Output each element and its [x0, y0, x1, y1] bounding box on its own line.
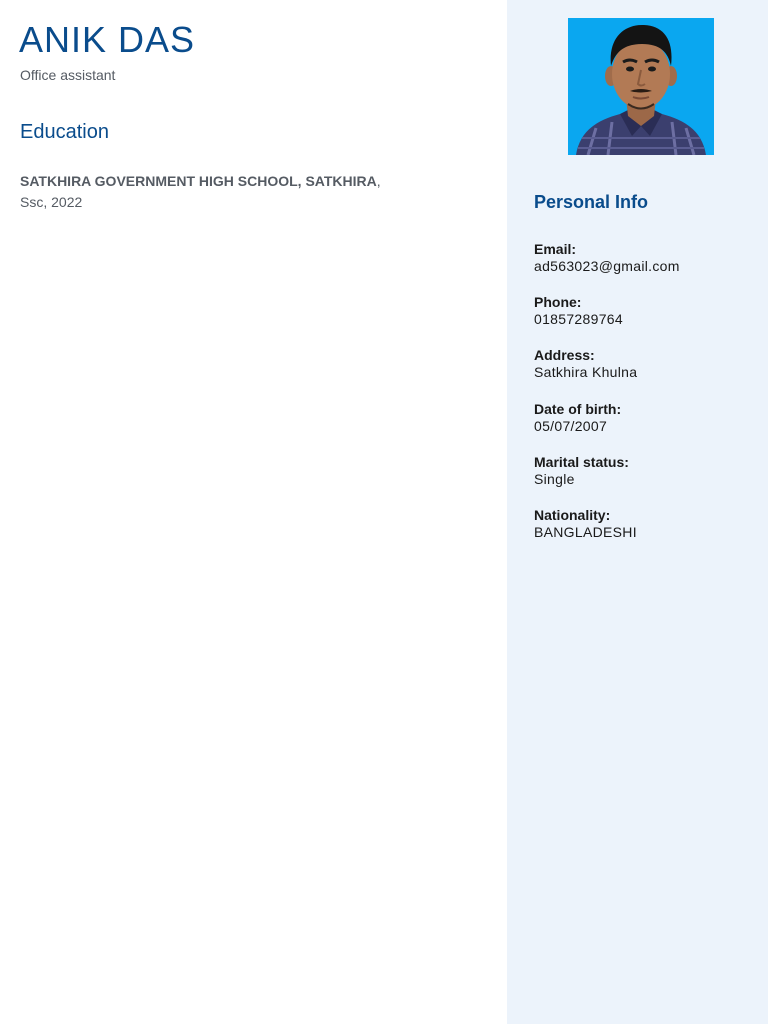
resume-name: ANIK DAS: [19, 19, 196, 60]
profile-photo: [568, 18, 714, 155]
info-label: Address:: [534, 347, 595, 364]
info-value-address: Satkhira Khulna: [534, 364, 638, 381]
info-value-phone: 01857289764: [534, 311, 623, 328]
info-label: Date of birth:: [534, 400, 622, 417]
info-value-date-of-birth: 05/07/2007: [534, 417, 608, 434]
education-heading: Education: [20, 121, 109, 143]
education-school: SATKHIRA GOVERNMENT HIGH SCHOOL, SATKHIRA: [20, 173, 377, 189]
education-entry: [20, 171, 490, 213]
info-item-email: [534, 241, 756, 294]
info-value-email: ad563023@gmail.com: [534, 258, 680, 274]
personal-info-list: [534, 241, 756, 560]
info-item-address: [534, 347, 756, 400]
job-title: Office assistant: [20, 67, 116, 83]
info-label: Phone:: [534, 294, 582, 311]
personal-info-heading: Personal Info: [534, 192, 649, 212]
info-value-marital-status: Single: [534, 470, 575, 487]
info-item-date-of-birth: [534, 401, 756, 454]
info-item-phone: [534, 294, 756, 347]
info-label: Email:: [534, 241, 577, 257]
profile-photo-illustration: [568, 18, 714, 155]
education-separator: ,: [376, 173, 381, 189]
info-label: Marital status:: [534, 453, 629, 470]
education-details: Ssc, 2022: [20, 194, 83, 210]
info-item-nationality: [534, 507, 756, 560]
info-item-marital-status: [534, 454, 756, 507]
info-label: Nationality:: [534, 506, 611, 523]
info-value-nationality: BANGLADESHI: [534, 523, 637, 540]
